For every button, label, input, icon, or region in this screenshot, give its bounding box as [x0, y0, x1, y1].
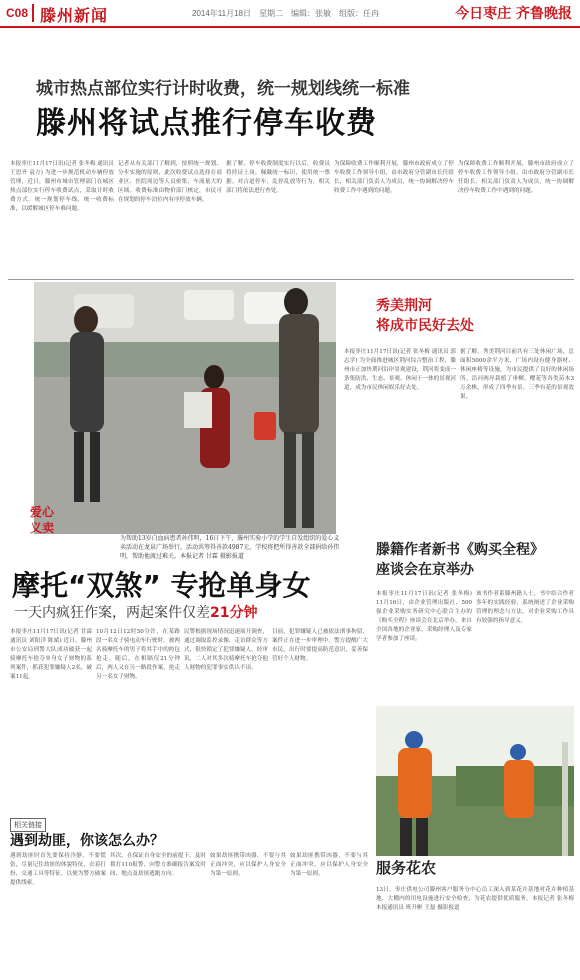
charity-sale-label-line-1: 爱心	[30, 505, 55, 519]
service-caption: 13日，枣庄供电公司滕州客户服务分中心员工深入到某花卉基地对花卉种植基地、大棚内的用电设施进行安全检查，为花农提供优质服务。本报记者 张冬梅 本报通讯员 班升彬 王磊 摄影报道	[376, 887, 574, 911]
right-top-body-col-1: 本报枣庄11月17日讯(记者 张冬梅 通讯员 郭志学) 为全面推进城区荆河综合整治工程，滕州市正加快荆河沿岸景观建设，荆河将变成一条集防洪、生态、景观、休闲于一体的景观河道，成为市民休闲娱乐好去处。	[344, 349, 456, 391]
feature-body-col-4: 目前，犯罪嫌疑人已被依法刑事拘留，案件正在进一步审理中。警方提醒广大市民，出行时要提高防范意识，妥善保管好个人财物。	[272, 629, 368, 662]
charity-sale-label	[30, 504, 54, 536]
dateline: 2014年11月18日 星期二 编辑：张敏 组版：任冉	[192, 9, 379, 18]
right-top-title-line-1: 秀美荆河	[376, 298, 432, 314]
charity-sale-photo	[34, 282, 336, 534]
robbery-tips-col-4: 如果劫匪携带凶器，不要与其正面冲突，应以保护人身安全为第一原则。	[290, 853, 368, 877]
newspaper-logo: 今日枣庄 齐鲁晚报	[455, 6, 572, 22]
feature-body-col-1: 本报枣庄11月17日讯(记者 甘霖 通讯员 刘阳洋 陈斌) 近日，滕州市公安局刑警大队成功破获一起骑摩托车抢夺单身女子财物的系列案件，抓获犯罪嫌疑人2名，破案11起。	[10, 629, 92, 680]
robbery-tips-col-1: 遇到劫匪时首先要保持冷静，不要慌张，尽量记住劫匪的体貌特征、衣着打扮、交通工具等特征，以便为警方破案提供线索。	[10, 853, 106, 886]
lead-body-col-2: 记者从有关部门了解到，按照统一规划、分步实施的原则，此次收费试点选择在商业区、医院周边等人员密集、车流量大的区域。收费标准由物价部门核定，市民可在规划的停车泊位内有序停放车辆。	[118, 161, 222, 203]
lead-body-col-1: 本报枣庄11月17日讯(记者 张冬梅 通讯员 王思齐 袁方) 为进一步规范机动车辆停放管理，近日，滕州市城市管理部门在城区热点部位实行停车收费试点，采取计时收费方式。统一规划停车线，统一收费标准，以缓解城区停车难问题。	[10, 161, 114, 212]
feature-subtitle-text: 一天内疯狂作案，两起案件仅差	[14, 605, 210, 621]
right-top-title-line-2: 将成市民好去处	[376, 318, 474, 334]
lead-body-col-3: 据了解，停车收费制度实行以后，收费员将持证上岗，佩戴统一标识，使用统一票据。对占道停车、乱停乱放等行为，相关部门将依法进行查处。	[226, 161, 330, 194]
feature-subtitle	[14, 602, 257, 622]
charity-sale-label-line-2: 义卖	[30, 521, 55, 535]
section-rule	[8, 279, 574, 280]
masthead	[0, 0, 580, 28]
right-mid-body-col-2: 该书作者系滕州籍人士，书中结合作者多年的实践经验，系统阐述了企业采购管理的理念与方法，对企业采购工作具有较强的指导意义。	[476, 591, 574, 624]
robbery-tips-col-2: 其次，在保证自身安全的前提下，及时拨打110报警，向警方准确报告案发时间、地点及劫匪逃跑方向。	[110, 853, 206, 877]
feature-body-col-3: 民警根据现场情况迅速展开调查，通过调取监控录像、走访群众等方式，很快锁定了犯罪嫌疑人。经审讯，二人对其多次骑摩托车抢夺他人财物的犯罪事实供认不讳。	[184, 629, 268, 671]
service-photo	[376, 706, 574, 856]
lead-body-col-4: 为保障收费工作顺利开展，滕州市政府成立了停车收费工作领导小组，由市政府分管副市长任组长，相关部门负责人为成员，统一协调解决停车收费工作中遇到的问题。	[334, 161, 454, 194]
robbery-tips-col-3: 如果劫匪携带凶器，不要与其正面冲突，应以保护人身安全为第一原则。	[210, 853, 286, 877]
service-title: 服务花农	[376, 859, 437, 877]
charity-sale-caption: 为帮助13岁白血病患者孙伟明，16日下午，滕州实验小学的学生自发组织的爱心义卖活动在龙泉广场举行，活动共筹得善款4987元，学校将把所得善款全部捐给孙伟明，帮助他渡过难关。本报记者 甘霖 摄影报道	[120, 535, 340, 560]
feature-subtitle-highlight: 21分钟	[210, 605, 258, 621]
right-top-title	[376, 296, 474, 336]
page-divider	[32, 4, 34, 22]
right-mid-title-line-2: 座谈会在京举办	[376, 562, 474, 578]
robbery-tips-title: 遇到劫匪，你该怎么办？	[10, 833, 164, 849]
feature-title: 摩托“双煞” 专抢单身女	[12, 569, 311, 602]
section-name: 滕州新闻	[40, 6, 109, 25]
related-link-tag: 相关链接	[10, 818, 46, 832]
right-mid-body-col-1: 本报枣庄11月17日讯(记者 张冬梅) 11月16日，由企业管理出版社、500强企业采购实务研究中心联合主办的《购买全程》座谈会在北京举办，来自全国各地的企业家、采购经理人及专家学者参加了座谈。	[376, 591, 472, 642]
right-top-body-col-2: 据了解，秀美荆河目前共有三处休闲广场，总面积5000余平方米，广场内设有健身器材、休闲座椅等设施，为市民提供了良好的休闲场所。沿河两岸栽植了垂柳、樱花等各类苗木3万余株，形成了四季有景、三季有花的景观效果。	[460, 349, 574, 400]
right-mid-title	[376, 540, 544, 580]
right-mid-title-line-1: 滕籍作者新书《购买全程》	[376, 542, 544, 558]
lead-kicker: 城市热点部位实行计时收费，统一规划线统一标准	[36, 79, 410, 99]
lead-headline: 滕州将试点推行停车收费	[36, 106, 377, 141]
page-number: C08	[6, 6, 29, 20]
feature-body-col-2: 10月12日12时50分许，在某路段一名女子骑电动车行驶时，被两名骑摩托车的男子将其手中的挎包抢走。随后，在相隔仅21分钟后，两人又在另一路段作案，抢走另一名女子财物。	[96, 629, 180, 680]
lead-body-col-5: 为保障收费工作顺利开展，滕州市政府成立了停车收费工作领导小组，由市政府分管副市长任组长，相关部门负责人为成员，统一协调解决停车收费工作中遇到的问题。	[458, 161, 574, 194]
